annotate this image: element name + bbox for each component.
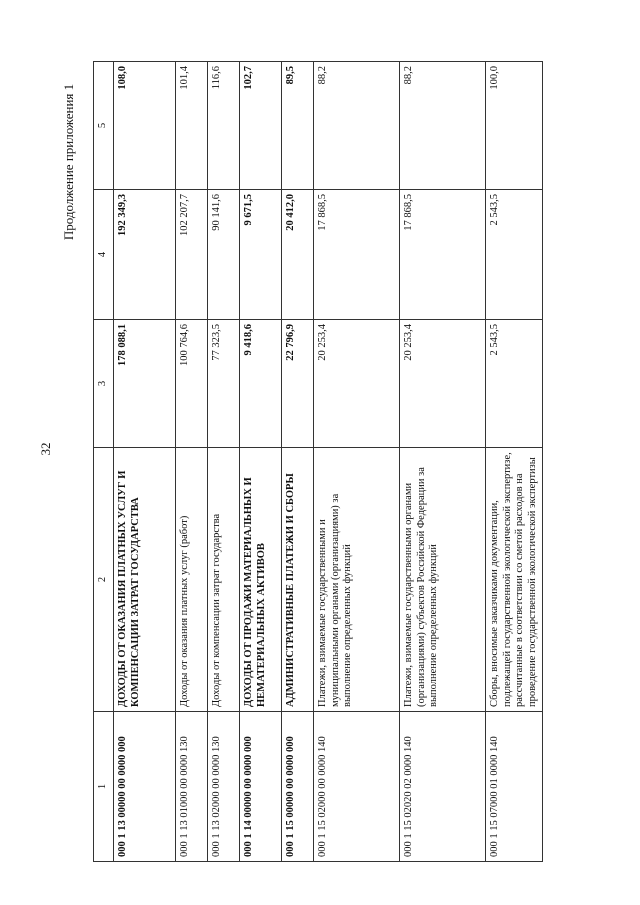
row-value-3: 2 543,5 — [486, 320, 543, 448]
column-header-4: 4 — [94, 190, 114, 320]
row-name: АДМИНИСТРАТИВНЫЕ ПЛАТЕЖИ И СБОРЫ — [282, 448, 314, 712]
row-value-4: 9 671,5 — [240, 190, 282, 320]
row-value-4: 102 207,7 — [176, 190, 208, 320]
row-value-4: 20 412,0 — [282, 190, 314, 320]
row-code: 000 1 13 01000 00 0000 130 — [176, 712, 208, 862]
row-name: Платежи, взимаемые государственными и муниципальными органами (организациями) за выполнение определенных функций — [314, 448, 400, 712]
table-row — [282, 62, 314, 862]
row-value-5: 101,4 — [176, 62, 208, 190]
row-value-3: 22 796,9 — [282, 320, 314, 448]
row-value-3: 178 088,1 — [114, 320, 176, 448]
page-number: 32 — [38, 442, 53, 456]
column-header-1: 1 — [94, 712, 114, 862]
column-header-3: 3 — [94, 320, 114, 448]
table-row — [114, 62, 176, 862]
row-value-3: 20 253,4 — [314, 320, 400, 448]
row-code: 000 1 15 02020 02 0000 140 — [400, 712, 486, 862]
row-code: 000 1 15 02000 00 0000 140 — [314, 712, 400, 862]
row-code: 000 1 13 02000 00 0000 130 — [208, 712, 240, 862]
row-code: 000 1 14 00000 00 0000 000 — [240, 712, 282, 862]
row-value-4: 2 543,5 — [486, 190, 543, 320]
table-row — [208, 62, 240, 862]
table-row — [176, 62, 208, 862]
row-value-5: 102,7 — [240, 62, 282, 190]
row-value-5: 100,0 — [486, 62, 543, 190]
row-value-5: 108,0 — [114, 62, 176, 190]
row-value-3: 77 323,5 — [208, 320, 240, 448]
row-value-3: 9 418,6 — [240, 320, 282, 448]
row-value-3: 20 253,4 — [400, 320, 486, 448]
row-name: Доходы от компенсации затрат государства — [208, 448, 240, 712]
row-value-5: 89,5 — [282, 62, 314, 190]
table-row — [314, 62, 400, 862]
row-name: ДОХОДЫ ОТ ПРОДАЖИ МАТЕРИАЛЬНЫХ И НЕМАТЕРИАЛЬНЫХ АКТИВОВ — [240, 448, 282, 712]
row-value-4: 17 868,5 — [314, 190, 400, 320]
appendix-table — [93, 61, 543, 862]
row-value-3: 100 764,6 — [176, 320, 208, 448]
table-header-row — [94, 62, 114, 862]
row-value-5: 88,2 — [314, 62, 400, 190]
row-value-4: 17 868,5 — [400, 190, 486, 320]
row-code: 000 1 13 00000 00 0000 000 — [114, 712, 176, 862]
column-header-2: 2 — [94, 448, 114, 712]
column-header-5: 5 — [94, 62, 114, 190]
continuation-title: Продолжение приложения 1 — [61, 83, 76, 241]
row-name: ДОХОДЫ ОТ ОКАЗАНИЯ ПЛАТНЫХ УСЛУГ И КОМПЕНСАЦИИ ЗАТРАТ ГОСУДАРСТВА — [114, 448, 176, 712]
row-code: 000 1 15 07000 01 0000 140 — [486, 712, 543, 862]
row-code: 000 1 15 00000 00 0000 000 — [282, 712, 314, 862]
table-row — [240, 62, 282, 862]
row-value-4: 90 141,6 — [208, 190, 240, 320]
table-row — [486, 62, 543, 862]
row-name: Сборы, вносимые заказчиками документации, подлежащей государственной экологической экспертизе, рассчитанные в соответствии со сметой расходов на проведение государственной экологической экспертизы — [486, 448, 543, 712]
row-name: Доходы от оказания платных услуг (работ) — [176, 448, 208, 712]
row-value-5: 116,6 — [208, 62, 240, 190]
row-value-5: 88,2 — [400, 62, 486, 190]
row-value-4: 192 349,3 — [114, 190, 176, 320]
table-row — [400, 62, 486, 862]
row-name: Платежи, взимаемые государственными органами (организациями) субъектов Российской Федерации за выполнение определенных функций — [400, 448, 486, 712]
